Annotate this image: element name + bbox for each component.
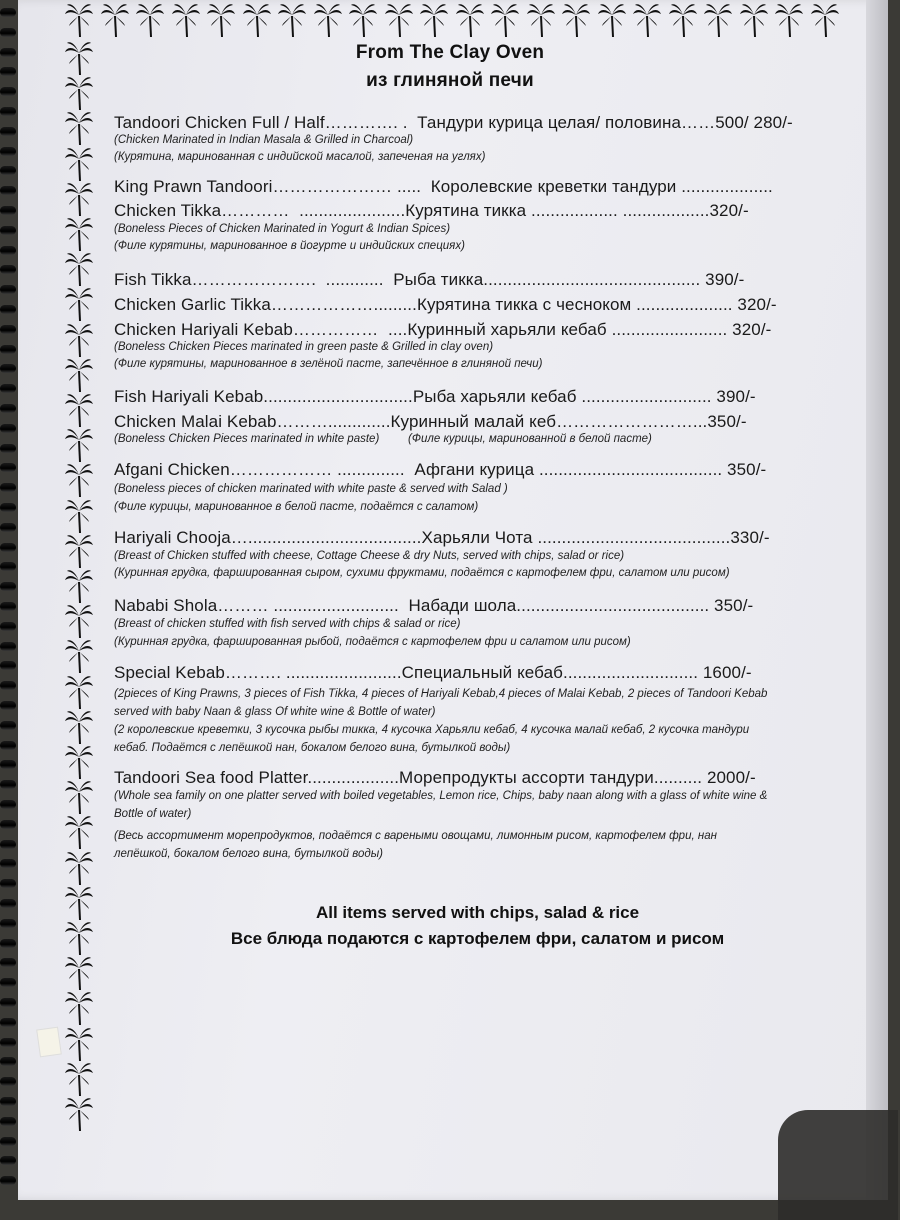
palm-tree-icon [632, 2, 662, 38]
binding-ring [0, 404, 16, 413]
binding-ring [0, 780, 16, 789]
binding-ring [0, 602, 16, 611]
item-description: (2pieces of King Prawns, 3 pieces of Fish Tikka, 4 pieces of Hariyali Kebab,4 pieces of Malai Kebab, 2 pieces of Tandoori Kebab [114, 688, 768, 700]
menu-item-line: Chicken Tikka………… ......................Курятина тикка .................. ..................320/- [114, 201, 749, 220]
binding-ring [0, 998, 16, 1007]
binding-ring [0, 681, 16, 690]
menu-item-line: Fish Tikka…………………. ............ Рыба тикка............................................. 390/- [114, 270, 745, 289]
menu-item-line: Special Kebab………. ........................Специальный кебаб............................ 1600/- [114, 663, 752, 682]
palm-tree-icon [277, 2, 307, 38]
binding-ring [0, 760, 16, 769]
binding-ring [0, 800, 16, 809]
palm-tree-icon [64, 638, 94, 674]
palm-tree-icon [703, 2, 733, 38]
palm-tree-icon [64, 1096, 94, 1132]
palm-tree-icon [64, 146, 94, 182]
palm-tree-icon [64, 744, 94, 780]
palm-tree-icon [64, 357, 94, 393]
item-description: Bottle of water) [114, 808, 192, 820]
binding-ring [0, 1038, 16, 1047]
section-title-en: From The Clay Oven [355, 42, 545, 63]
menu-item-line: Tandoori Chicken Full / Half…………. . Тандури курица целая/ половина……500/ 280/- [114, 113, 793, 132]
binding-ring [0, 444, 16, 453]
menu-item-line: Afgani Chicken……………… .............. Афгани курица ...................................... 350/- [114, 460, 767, 479]
binding-ring [0, 1156, 16, 1165]
binding-ring [0, 384, 16, 393]
palm-tree-icon [64, 392, 94, 428]
menu-item-line: Chicken Garlic Tikka……………….........Курятина тикка с чесноком .................... 320/- [114, 295, 777, 314]
binding-ring [0, 463, 16, 472]
footer-note-ru: Все блюда подаются с картофелем фри, салатом и рисом [230, 929, 725, 948]
item-description: лепёшкой, бокалом белого вина, бутылкой воды) [114, 848, 383, 860]
item-description: (Boneless Pieces of Chicken Marinated in Yogurt & Indian Spices) [114, 223, 451, 235]
palm-tree-icon [668, 2, 698, 38]
palm-tree-icon [348, 2, 378, 38]
palm-tree-icon [64, 322, 94, 358]
item-description: served with baby Naan & glass Of white wine & Bottle of water) [114, 706, 436, 718]
palm-tree-icon [64, 990, 94, 1026]
binding-ring [0, 582, 16, 591]
menu-item-line: Chicken Malai Kebab……….............Куринный малай кеб……………………...350/- [114, 412, 747, 431]
binding-ring [0, 265, 16, 274]
spiral-binding [0, 0, 20, 1200]
binding-ring [0, 107, 16, 116]
palm-tree-icon [64, 498, 94, 534]
paper-scrap [36, 1027, 62, 1058]
palm-tree-icon [242, 2, 272, 38]
palm-tree-icon [597, 2, 627, 38]
palm-tree-icon [64, 850, 94, 886]
binding-ring [0, 1018, 16, 1027]
item-description: (Куринная грудка, фаршированная сыром, сухими фруктами, подаётся с картофелем фри, салатом или рисом) [114, 567, 730, 579]
binding-ring [0, 127, 16, 136]
binding-ring [0, 147, 16, 156]
binding-ring [0, 1057, 16, 1066]
menu-item-line: Hariyali Chooja…....................................Харьяли Чота ........................................330/- [114, 528, 770, 547]
palm-border-left [64, 0, 100, 1140]
binding-ring [0, 562, 16, 571]
binding-ring [0, 1137, 16, 1146]
palm-tree-icon [64, 1026, 94, 1062]
palm-tree-icon [774, 2, 804, 38]
item-description: (Breast of Chicken stuffed with cheese, Cottage Cheese & dry Nuts, served with chips, salad or rice) [114, 550, 625, 562]
menu-item-line: Chicken Hariyali Kebab…………… ....Куринный харьяли кебаб ........................ 320/- [114, 320, 772, 339]
palm-tree-icon [206, 2, 236, 38]
binding-ring [0, 28, 16, 37]
shadow [778, 1110, 898, 1220]
item-description: (Куринная грудка, фаршированная рыбой, подаётся с картофелем фри и салатом или рисом) [114, 636, 631, 648]
palm-tree-icon [64, 568, 94, 604]
binding-ring [0, 622, 16, 631]
item-description: (Boneless pieces of chicken marinated with white paste & served with Salad ) [114, 483, 508, 495]
binding-ring [0, 483, 16, 492]
palm-tree-icon [64, 779, 94, 815]
binding-ring [0, 661, 16, 670]
binding-ring [0, 246, 16, 255]
binding-ring [0, 364, 16, 373]
binding-ring [0, 186, 16, 195]
binding-ring [0, 285, 16, 294]
binding-ring [0, 1117, 16, 1126]
page-edge [866, 0, 888, 1200]
palm-tree-icon [455, 2, 485, 38]
binding-ring [0, 1176, 16, 1185]
item-description: (Boneless Chicken Pieces marinated in white paste) (Филе курицы, маринованной в белой пасте) [114, 433, 652, 445]
item-description: (Breast of chicken stuffed with fish served with chips & salad or rice) [114, 618, 461, 630]
item-description: (Chicken Marinated in Indian Masala & Grilled in Charcoal) [114, 134, 414, 146]
palm-tree-icon [64, 462, 94, 498]
palm-tree-icon [64, 286, 94, 322]
binding-ring [0, 741, 16, 750]
palm-tree-icon [64, 110, 94, 146]
palm-tree-icon [739, 2, 769, 38]
item-description: (Филе курятины, маринованное в зелёной пасте, запечённое в глиняной печи) [114, 358, 543, 370]
binding-ring [0, 859, 16, 868]
palm-border-top [64, 2, 854, 42]
binding-ring [0, 8, 16, 17]
binding-ring [0, 1077, 16, 1086]
palm-tree-icon [313, 2, 343, 38]
menu-item-line: King Prawn Tandoori………………… ..... Королевские креветки тандури ................... [114, 177, 773, 196]
palm-tree-icon [64, 427, 94, 463]
palm-tree-icon [100, 2, 130, 38]
palm-tree-icon [526, 2, 556, 38]
binding-ring [0, 345, 16, 354]
menu-item-line: Fish Hariyali Kebab...............................Рыба харьяли кебаб ........................... 390/- [114, 387, 756, 406]
palm-tree-icon [64, 814, 94, 850]
palm-tree-icon [64, 216, 94, 252]
binding-ring [0, 424, 16, 433]
item-description: (Whole sea family on one platter served with boiled vegetables, Lemon rice, Chips, baby naan along with a glass of white wine & [114, 790, 768, 802]
menu-item-line: Nababi Shola……… .......................... Набади шола........................................ 350/- [114, 596, 754, 615]
binding-ring [0, 820, 16, 829]
palm-tree-icon [64, 533, 94, 569]
palm-tree-icon [384, 2, 414, 38]
palm-tree-icon [135, 2, 165, 38]
footer-note-en: All items served with chips, salad & rice [315, 903, 640, 922]
item-description: (Филе курицы, маринованное в белой пасте, подаётся с салатом) [114, 501, 479, 513]
binding-ring [0, 305, 16, 314]
item-description: кебаб. Подаётся с лепёшкой нан, бокалом белого вина, бутылкой воды) [114, 742, 511, 754]
binding-ring [0, 523, 16, 532]
binding-ring [0, 721, 16, 730]
palm-tree-icon [64, 955, 94, 991]
palm-tree-icon [64, 181, 94, 217]
binding-ring [0, 642, 16, 651]
item-description: (Весь ассортимент морепродуктов, подаётся с вареными овощами, лимонным рисом, картофелем фри, нан [114, 830, 717, 842]
binding-ring [0, 840, 16, 849]
binding-ring [0, 503, 16, 512]
item-description: (2 королевские креветки, 3 кусочка рыбы тикка, 4 кусочка Харьяли кебаб, 4 кусочка малай кебаб, 2 кусочка тандури [114, 724, 750, 736]
palm-tree-icon [64, 603, 94, 639]
section-title-ru: из глиняной печи [366, 70, 534, 91]
palm-tree-icon [490, 2, 520, 38]
binding-ring [0, 978, 16, 987]
palm-tree-icon [64, 709, 94, 745]
binding-ring [0, 166, 16, 175]
item-description: (Курятина, маринованная с индийской масалой, запеченая на углях) [114, 151, 486, 163]
item-description: (Boneless Chicken Pieces marinated in green paste & Grilled in clay oven) [114, 341, 494, 353]
palm-tree-icon [810, 2, 840, 38]
palm-tree-icon [171, 2, 201, 38]
binding-ring [0, 206, 16, 215]
palm-tree-icon [64, 674, 94, 710]
palm-tree-icon [64, 1061, 94, 1097]
palm-tree-icon [419, 2, 449, 38]
palm-tree-icon [561, 2, 591, 38]
binding-ring [0, 226, 16, 235]
item-description: (Филе курятины, маринованное в йогурте и индийских специях) [114, 240, 465, 252]
binding-ring [0, 879, 16, 888]
binding-ring [0, 958, 16, 967]
binding-ring [0, 543, 16, 552]
palm-tree-icon [64, 251, 94, 287]
binding-ring [0, 325, 16, 334]
binding-ring [0, 701, 16, 710]
binding-ring [0, 1097, 16, 1106]
menu-item-line: Tandoori Sea food Platter...................Морепродукты ассорти тандури.......... 2000/- [114, 768, 756, 787]
